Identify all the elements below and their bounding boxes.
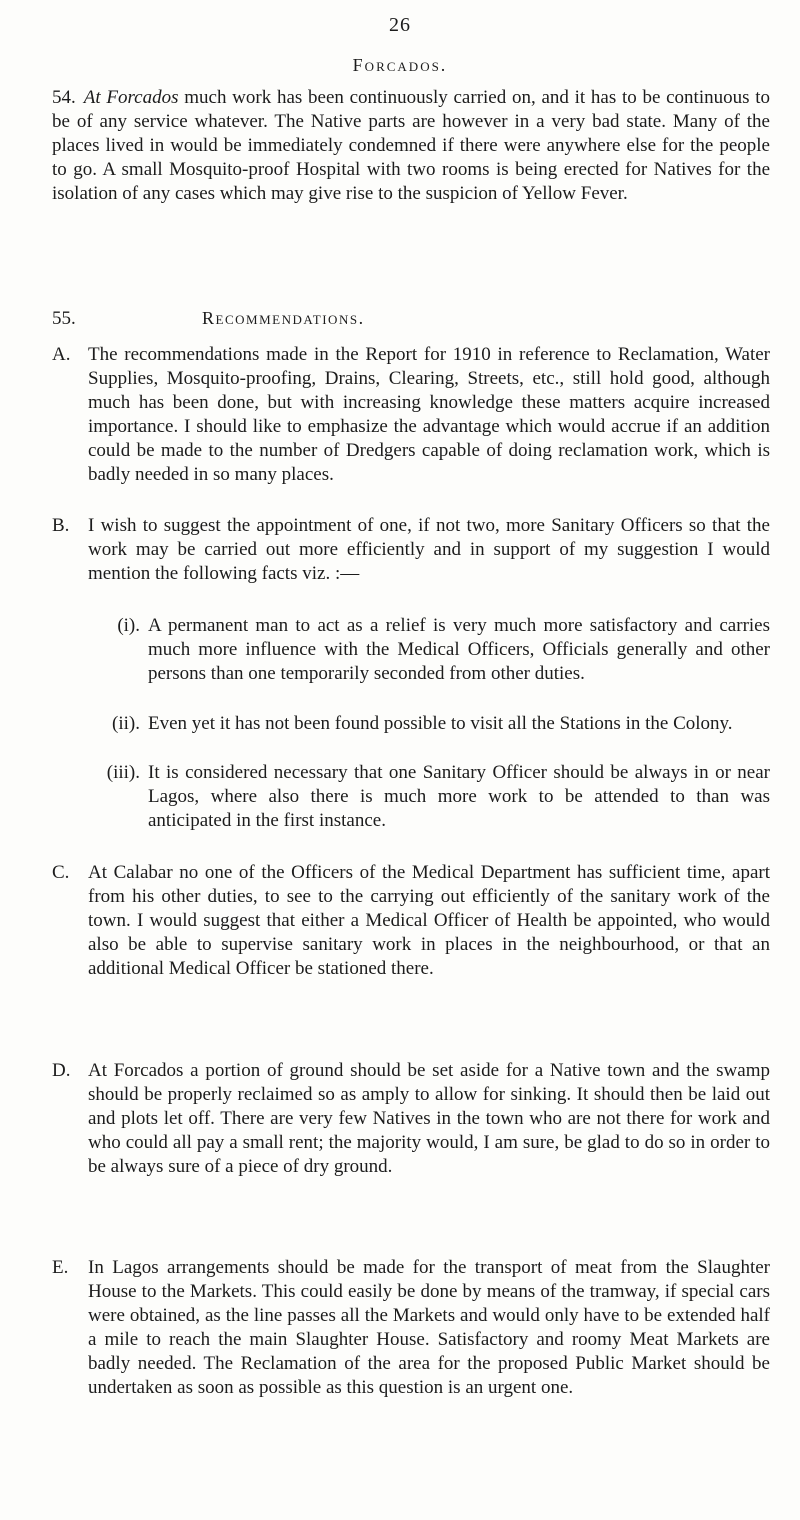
paragraph-place: At Forcados: [83, 87, 179, 108]
subitem-number: (i).: [117, 615, 140, 636]
item-letter: C.: [52, 862, 70, 883]
recommendation-c: [52, 861, 770, 981]
subitem-text: Even yet it has not been found possible to visit all the Stations in the Colony.: [148, 713, 733, 734]
subitem-number: (ii).: [112, 713, 140, 734]
subitem-number: (iii).: [106, 762, 140, 783]
subitem-iii: [52, 761, 770, 833]
item-text: In Lagos arrangements should be made for the transport of meat from the Slaughter House to the Markets. This could easily be done by means of the tramway, if special cars were obtained, as the line passes all the Markets and would only have to be extended half a mile to reach the main Slaughter House. Satisfactory and roomy Meat Markets are badly needed. The Reclamation of the area for the proposed Public Market should be undertaken as soon as possible as this question is an urgent one.: [88, 1257, 770, 1398]
recommendation-b: [52, 514, 770, 586]
recommendation-d: [52, 1059, 770, 1179]
subitem-text: A permanent man to act as a relief is very much more satisfactory and carries much more influence with the Medical Officers, Officials generally and other persons than one temporarily seconded from other duties.: [148, 615, 770, 684]
item-letter: B.: [52, 515, 70, 536]
recommendation-a: [52, 343, 770, 487]
item-text: At Calabar no one of the Officers of the Medical Department has sufficient time, apart from his other duties, to see to the carrying out efficiently of the sanitary work of the town. I would suggest that either a Medical Officer of Health be appointed, who would also be able to supervise sanitary work in places in the neighbourhood, or that an additional Medical Officer be stationed there.: [88, 862, 770, 979]
item-text: I wish to suggest the appointment of one, if not two, more Sanitary Officers so that the work may be carried out more efficiently and in support of my suggestion I would mention the following facts viz. :—: [88, 515, 770, 584]
recommendations-heading: [52, 308, 770, 330]
recommendation-e: [52, 1256, 770, 1400]
item-letter: A.: [52, 344, 71, 365]
subitem-text: It is considered necessary that one Sanitary Officer should be always in or near Lagos, where also there is much more work to be attended to than was anticipated in the first instance.: [148, 762, 770, 831]
item-text: At Forcados a portion of ground should be set aside for a Native town and the swamp should be properly reclaimed so as amply to allow for sinking. It should then be laid out and plots let off. There are very few Natives in the town who are not there for work and who could all pay a small rent; the majority would, I am sure, be glad to do so in order to be always sure of a piece of dry ground.: [88, 1060, 770, 1177]
page-number: 26: [389, 14, 411, 36]
recommendations-title: Recommendations.: [202, 308, 365, 328]
recommendations-number: 55.: [52, 308, 76, 329]
paragraph-number: 54.: [52, 87, 76, 108]
paragraph-text: much work has been continuously carried on, and it has to be continuous to be of any service whatever. The Native parts are however in a very bad state. Many of the places lived in would be immediately condemned if there were anywhere else for the people to go. A small Mosquito-proof Hospital with two rooms is being erected for Natives for the isolation of any cases which may give rise to the suspicion of Yellow Fever.: [52, 87, 771, 204]
item-letter: D.: [52, 1060, 71, 1081]
item-letter: E.: [52, 1257, 69, 1278]
section-title: Forcados.: [352, 55, 448, 75]
paragraph-54: [52, 86, 770, 206]
subitem-ii: [52, 712, 770, 736]
subitem-i: [52, 614, 770, 686]
item-text: The recommendations made in the Report for 1910 in reference to Reclamation, Water Supplies, Mosquito-proofing, Drains, Clearing, Streets, etc., still hold good, although much has been done, but with increasing knowledge these matters acquire increased importance. I should like to emphasize the advantage which would accrue if an addition could be made to the number of Dredgers capable of doing reclamation work, which is badly needed in so many places.: [88, 344, 770, 485]
